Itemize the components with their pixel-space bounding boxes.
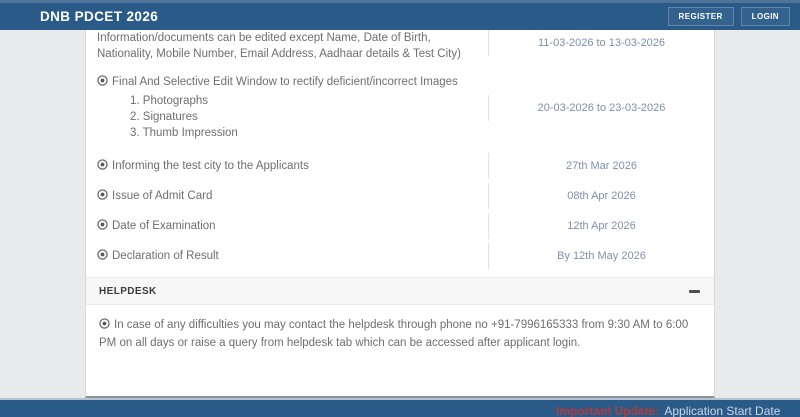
schedule-item-text: Information/documents can be edited except Name, Date of Birth, Nationality, Mobile Number, Email Address, Aadhaar details & Test City)	[97, 32, 461, 60]
schedule-item-text	[97, 74, 488, 141]
login-button[interactable]: LOGIN	[741, 7, 790, 26]
site-title: DNB PDCET 2026	[40, 9, 159, 24]
schedule-item-label: Final And Selective Edit Window to rectify deficient/incorrect Images	[112, 76, 458, 88]
ticker-label: Important Update:	[556, 404, 660, 417]
schedule-item-label: Informing the test city to the Applicants	[112, 159, 309, 172]
top-navbar	[0, 0, 800, 30]
footer-bar	[0, 398, 800, 417]
schedule-item-date: 20-03-2026 to 23-03-2026	[488, 95, 714, 121]
table-row	[97, 183, 714, 209]
table-row	[97, 243, 714, 269]
schedule-item-date: 08th Apr 2026	[488, 183, 714, 209]
table-row	[97, 74, 714, 141]
helpdesk-section-header[interactable]	[86, 277, 714, 305]
content-card	[85, 30, 715, 398]
table-row	[97, 30, 714, 62]
list-item: 3. Thumb Impression	[130, 127, 238, 139]
table-row	[97, 153, 714, 179]
ticker-text: Application Start Date	[664, 404, 781, 417]
schedule-item-label: Declaration of Result	[112, 249, 219, 262]
bullet-target-icon	[99, 318, 110, 335]
schedule-item-date: By 12th May 2026	[488, 243, 714, 269]
schedule-item-label: Issue of Admit Card	[112, 189, 213, 202]
auth-buttons	[668, 7, 790, 26]
schedule-table	[86, 30, 714, 269]
bullet-target-icon	[97, 189, 108, 205]
schedule-item-text	[97, 158, 488, 175]
helpdesk-title: HELPDESK	[99, 285, 157, 297]
helpdesk-message: In case of any difficulties you may contact the helpdesk through phone no +91-7996165333 from 9:30 AM to 6:00 PM on all days or raise a query from helpdesk tab which can be accessed after applicant login.	[99, 319, 689, 349]
image-types-list	[97, 93, 470, 141]
schedule-item-text	[97, 248, 488, 265]
schedule-item-date: 11-03-2026 to 13-03-2026	[488, 30, 714, 56]
schedule-item-text	[97, 218, 488, 235]
bullet-target-icon	[97, 249, 108, 265]
schedule-item-label: Date of Examination	[112, 219, 216, 232]
schedule-item-date: 12th Apr 2026	[488, 213, 714, 239]
list-item: 2. Signatures	[130, 111, 198, 123]
helpdesk-text	[99, 317, 700, 351]
news-ticker[interactable]	[556, 400, 800, 417]
bullet-target-icon	[97, 219, 108, 235]
schedule-item-date: 27th Mar 2026	[488, 153, 714, 179]
bullet-target-icon	[97, 75, 108, 91]
schedule-item-text	[97, 188, 488, 205]
minus-icon[interactable]	[689, 290, 700, 293]
list-item: 1. Photographs	[130, 95, 209, 107]
table-row	[97, 213, 714, 239]
bullet-target-icon	[97, 159, 108, 175]
register-button[interactable]: REGISTER	[668, 7, 734, 26]
